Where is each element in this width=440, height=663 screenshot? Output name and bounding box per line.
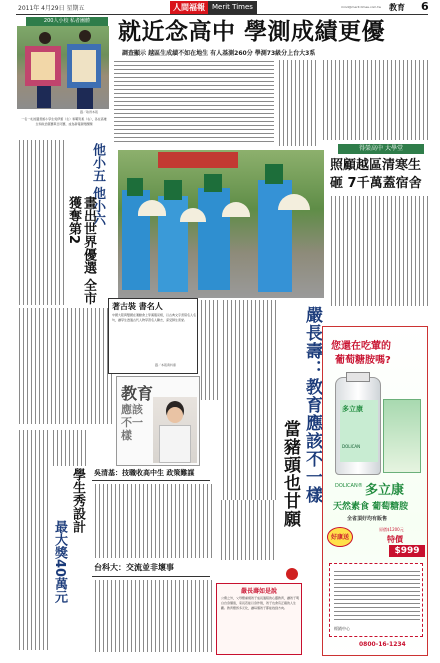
main-story-text-2 [200, 300, 220, 400]
main-headline: 就近念高中 學測成績更優 [118, 19, 386, 45]
costume-box [108, 298, 198, 374]
header-date: 2011年 4月29日 星期五 [18, 5, 85, 12]
ad-price-special: $999 [389, 545, 425, 557]
left-photo-credit: 圖／取得本報 [80, 110, 99, 114]
column-title-a: 教育 [121, 384, 154, 403]
lower-left-text [18, 430, 50, 650]
taike-story-text [94, 580, 212, 652]
left-photo-tag: 200人小校 私者團體 [26, 17, 108, 26]
main-subheadline: 調查顯示 越區生成績不如在地生 有人基測260分 學測73級分上台大3系 [122, 50, 316, 57]
ad-product: 天然素食 葡萄糖胺 [333, 502, 409, 512]
columnist-portrait [153, 397, 197, 463]
header-email: mind@merit-times.com.tw [341, 5, 381, 9]
section-name: 教育 [389, 3, 405, 12]
ad-contact: 經銷中心 [334, 626, 350, 631]
ad-special-label: 特價 [387, 535, 403, 544]
masthead-logo [170, 1, 257, 14]
main-story-headline-b: 當豬頭也甘願 [280, 420, 300, 528]
center-photo [118, 150, 324, 298]
ad-burst: 好康送 [327, 527, 353, 547]
wu-story-text [94, 484, 212, 558]
costume-box-title: 著古裝 書名人 [112, 302, 163, 311]
right-story-headline: 照顧越區清寒生 砸 7千萬蓋宿舍 [330, 158, 422, 191]
left-photo-caption: 一名一札的圖書館小學生吳伊蕾（左）和鄭宛柔（右），各在高雄全和政治競賽與日同賽，成為新報新聞課題 [21, 117, 107, 126]
taike-story-rule [92, 576, 210, 577]
left-photo [17, 26, 109, 109]
logo-cn: 人間福報 [170, 1, 208, 14]
ad-phone: 0800-16-1234 [359, 641, 406, 648]
right-story-text [330, 196, 428, 306]
main-story-text-3 [220, 500, 276, 560]
main-story-text [222, 300, 278, 500]
lower-left-headline-b: 最大獎40萬元 [52, 520, 67, 604]
left-story-text-1 [18, 140, 64, 305]
costume-box-credit: 圖／本報資料庫 [155, 363, 177, 367]
sidebar-title: 嚴長壽如是說 [240, 588, 277, 595]
left-story-headline-a: 他小五 他小六 [90, 143, 105, 226]
wu-story-headline: 吳清基：技職收高中生 政策難謀 [94, 469, 195, 477]
bottle-brand: 多立康 [342, 405, 363, 413]
ad-price-label: 原價$1200元 [379, 527, 404, 532]
ad-question-b: 葡萄糖胺嗎? [335, 355, 391, 366]
sidebar-box [216, 583, 302, 655]
sidebar-body: 公費之外，父母應重視孩子成長過程的心靈教育，讓孩子明白自身價值，家長若能以身作則，孩子也會有正確的人生觀。教育應該多元化，讓每個孩子都能找到方向。 [221, 596, 299, 610]
right-story-tag: 得榮高中 大學堂 [338, 144, 424, 154]
bottle-brand-en: DOLICAN [342, 444, 361, 449]
ad-order-form [329, 563, 423, 637]
left-story-headline-b: 畫出世界優選 全市獲奪第2 [66, 196, 96, 305]
taike-story-headline: 台科大：交流並非壞事 [94, 563, 174, 572]
ad-question: 您還在吃葷的 [331, 341, 391, 352]
page-number: 6 [421, 0, 429, 13]
main-story-headline-a: 嚴長壽：教育應該不一樣 [302, 306, 322, 504]
column-box [116, 376, 200, 466]
header-rule [16, 14, 428, 15]
wu-story-rule [92, 480, 210, 481]
logo-en: Merit Times [208, 1, 257, 14]
ad-block [322, 326, 428, 656]
lower-left-text-2 [52, 430, 88, 466]
ad-brand: 多立康 [365, 483, 405, 498]
main-body-text [114, 60, 274, 145]
costume-box-body: 中國大陸與雙國在運動會上穿漢服亮相，以古典文字書寫名人名句，讓學生透過古代人物學習名人勵志，深受師生喜愛。 [112, 313, 196, 322]
column-title-b: 應該不一樣 [121, 403, 143, 442]
ad-brand-small: DOLICAN® [335, 483, 363, 489]
main-body-text-2 [278, 60, 318, 146]
product-box [383, 399, 421, 473]
bottle-label [340, 400, 378, 462]
right-top-text [322, 60, 428, 140]
pushpin-icon [286, 568, 298, 580]
product-bottle [335, 377, 381, 475]
lower-left-headline-a: 學生秀設計 [70, 468, 85, 533]
ad-tagline: 全省頂好均有販售 [347, 516, 388, 522]
page-header [0, 0, 440, 16]
left-story-text-2 [18, 308, 114, 424]
